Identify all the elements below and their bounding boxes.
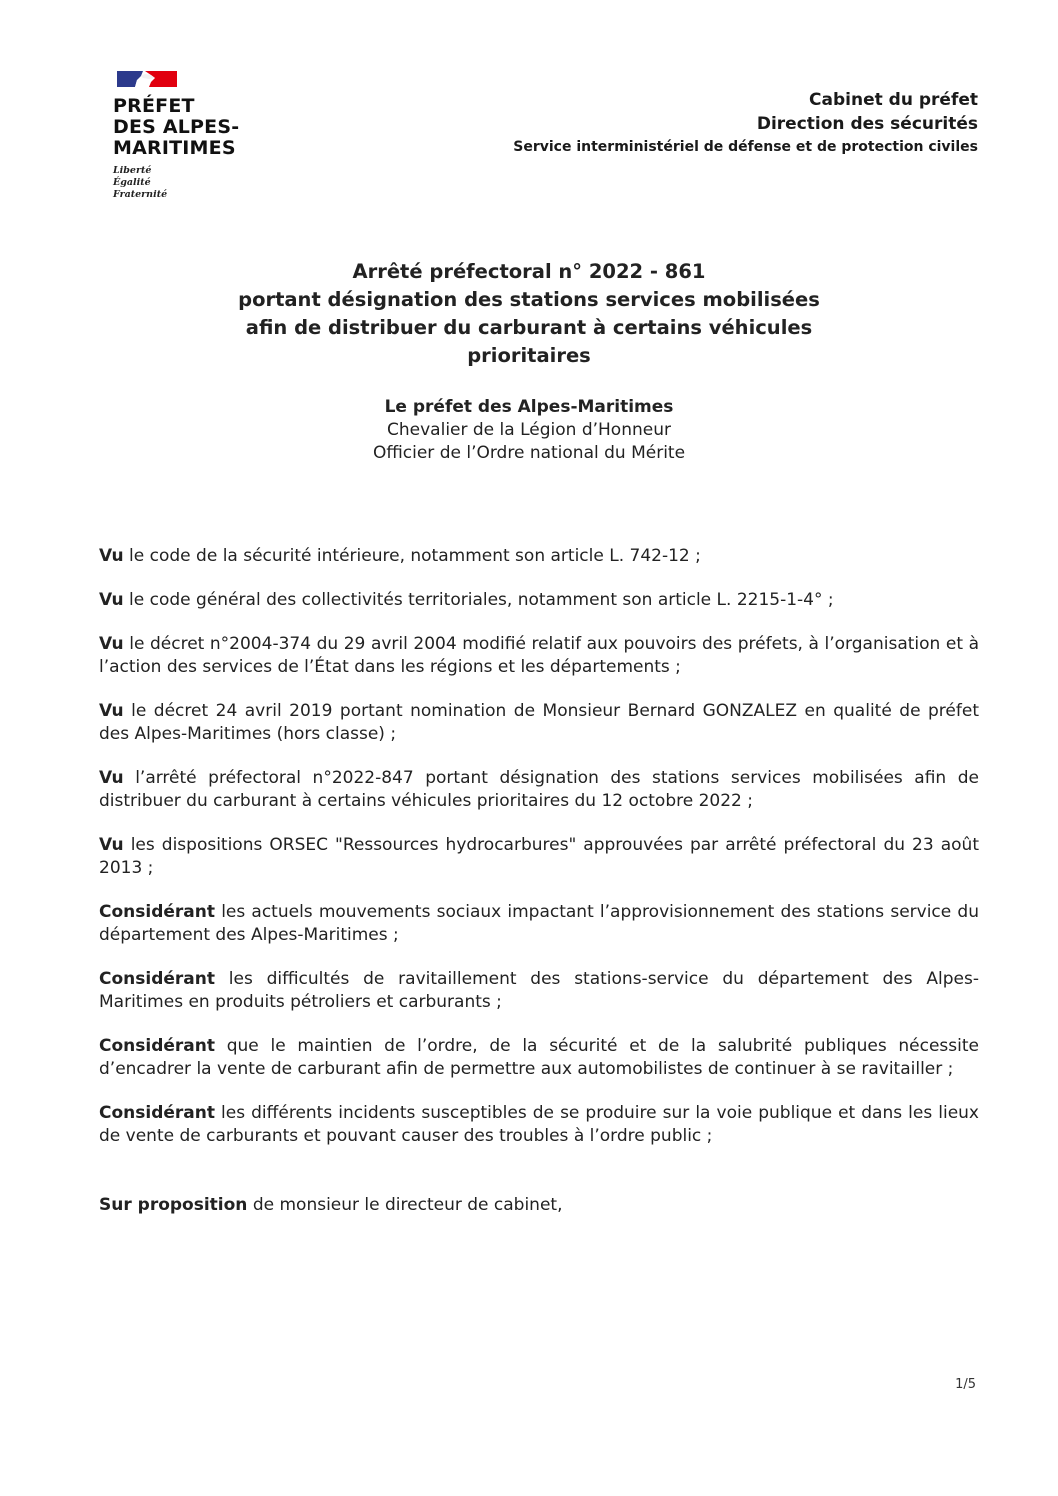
decree-title-line: Arrêté préfectoral n° 2022 - 861: [352, 260, 706, 283]
motto-line: Égalité: [113, 177, 151, 188]
considering-paragraph: [99, 1035, 979, 1081]
paragraph-lead: Vu: [99, 701, 124, 721]
visa-paragraph: [99, 589, 979, 612]
visa-paragraph: [99, 633, 979, 679]
paragraph-lead: Vu: [99, 768, 124, 788]
logo-title-line: DES ALPES-: [113, 116, 240, 138]
issuing-service-header: [513, 88, 978, 158]
paragraph-text: de monsieur le directeur de cabinet,: [247, 1195, 563, 1215]
signatory-title: Chevalier de la Légion d’Honneur: [387, 420, 671, 440]
page-number: 1/5: [955, 1377, 976, 1392]
considering-paragraph: [99, 1102, 979, 1148]
logo-title: [113, 96, 273, 159]
header-direction: Direction des sécurités: [756, 114, 978, 134]
visa-paragraph: [99, 700, 979, 746]
paragraph-text: les difficultés de ravitaillement des stations-service du département des Alpes-Maritimes en produits pétroliers et carburants ;: [99, 969, 979, 1012]
logo-title-line: PRÉFET: [113, 95, 195, 117]
paragraph-lead: Vu: [99, 546, 124, 566]
signatory-name: Le préfet des Alpes-Maritimes: [384, 397, 674, 417]
visa-paragraph: [99, 545, 979, 568]
paragraph-text: les différents incidents susceptibles de se produire sur la voie publique et dans les lieux de vente de carburants et pouvant causer des troubles à l’ordre public ;: [99, 1103, 979, 1146]
considering-paragraph: [99, 968, 979, 1014]
decree-body: [99, 545, 979, 1238]
signatory-block: [0, 396, 1058, 465]
visa-paragraph: [99, 767, 979, 813]
marianne-emblem-icon: [115, 68, 179, 90]
proposal-paragraph: [99, 1194, 979, 1217]
decree-title-line: prioritaires: [467, 344, 591, 367]
decree-title-line: portant désignation des stations services mobilisées: [238, 288, 820, 311]
header-service: Service interministériel de défense et de protection civiles: [513, 139, 978, 155]
signatory-title: Officier de l’Ordre national du Mérite: [372, 443, 686, 463]
logo-title-line: MARITIMES: [113, 137, 236, 159]
paragraph-lead: Considérant: [99, 902, 215, 922]
paragraph-text: le code général des collectivités territoriales, notamment son article L. 2215-1-4° ;: [123, 590, 834, 610]
paragraph-text: les dispositions ORSEC "Ressources hydrocarbures" approuvées par arrêté préfectoral du 23 août 2013 ;: [99, 835, 979, 878]
paragraph-text: que le maintien de l’ordre, de la sécurité et de la salubrité publiques nécessite d’encadrer la vente de carburant afin de permettre aux automobilistes de continuer à se ravitailler ;: [99, 1036, 979, 1079]
paragraph-text: le décret 24 avril 2019 portant nomination de Monsieur Bernard GONZALEZ en qualité de préfet des Alpes-Maritimes (hors classe) ;: [99, 701, 979, 744]
decree-title-line: afin de distribuer du carburant à certains véhicules: [245, 316, 813, 339]
visa-paragraph: [99, 834, 979, 880]
paragraph-text: le décret n°2004-374 du 29 avril 2004 modifié relatif aux pouvoirs des préfets, à l’organisation et à l’action des services de l’État dans les régions et les départements ;: [99, 634, 979, 677]
paragraph-lead: Sur proposition: [99, 1195, 248, 1215]
paragraph-lead: Vu: [99, 835, 124, 855]
paragraph-lead: Considérant: [99, 1036, 215, 1056]
considering-paragraph: [99, 901, 979, 947]
decree-title: [0, 258, 1058, 370]
paragraph-lead: Considérant: [99, 969, 215, 989]
motto-line: Fraternité: [113, 189, 168, 200]
paragraph-text: le code de la sécurité intérieure, notamment son article L. 742-12 ;: [123, 546, 701, 566]
paragraph-lead: Vu: [99, 590, 124, 610]
prefecture-logo: [113, 68, 273, 201]
paragraph-text: les actuels mouvements sociaux impactant l’approvisionnement des stations service du département des Alpes-Maritimes ;: [99, 902, 979, 945]
paragraph-lead: Vu: [99, 634, 124, 654]
header-cabinet: Cabinet du préfet: [809, 90, 978, 110]
motto-line: Liberté: [113, 165, 152, 176]
republic-motto: [113, 165, 273, 201]
paragraph-text: l’arrêté préfectoral n°2022-847 portant désignation des stations services mobilisées afin de distribuer du carburant à certains véhicules prioritaires du 12 octobre 2022 ;: [99, 768, 979, 811]
paragraph-lead: Considérant: [99, 1103, 215, 1123]
